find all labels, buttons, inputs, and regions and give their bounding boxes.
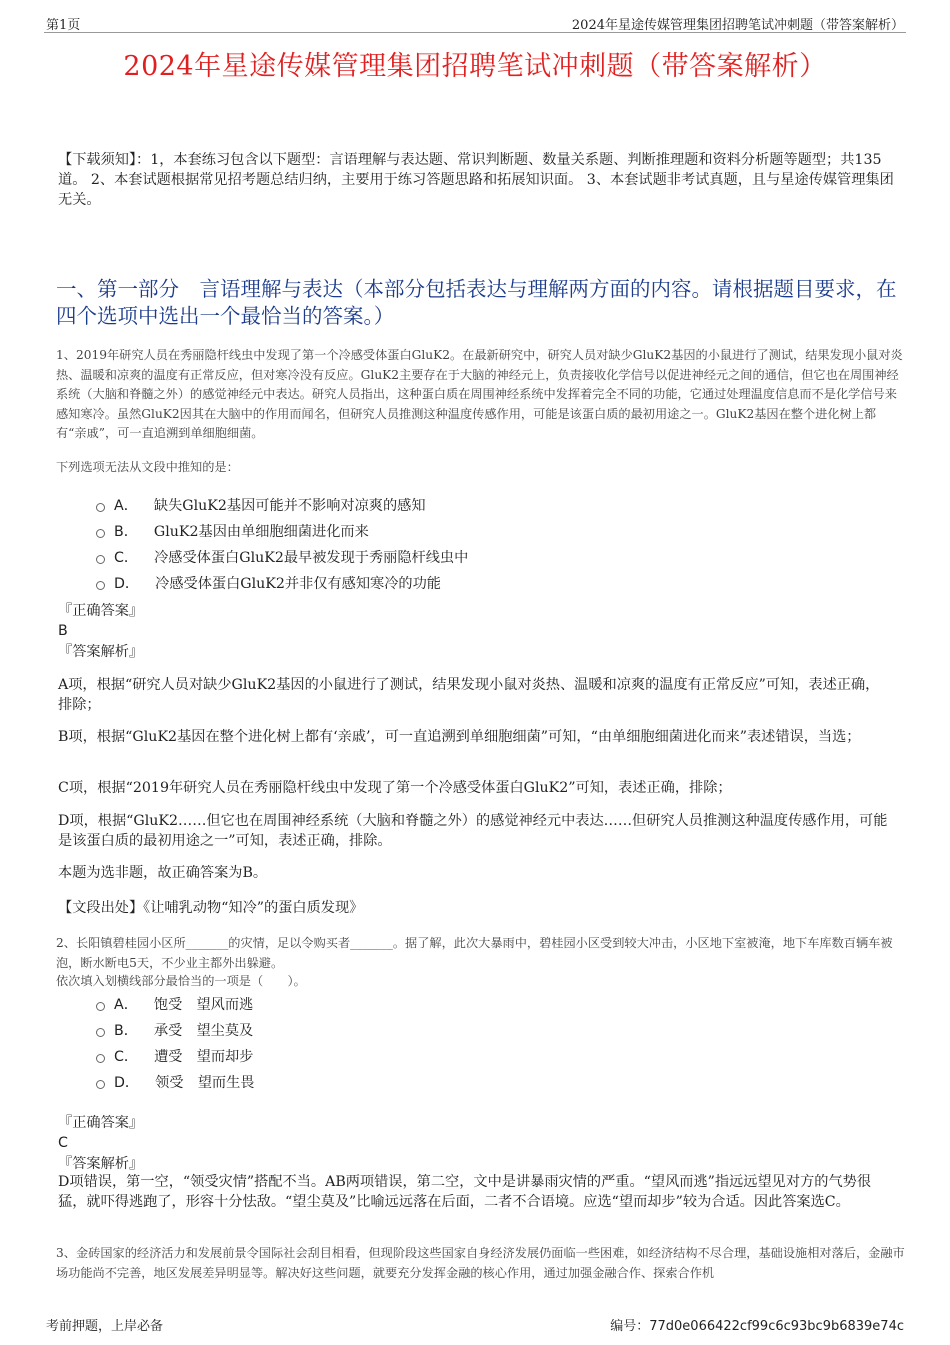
q1-analysis-c: C项，根据“2019年研究人员在秀丽隐杆线虫中发现了第一个冷感受体蛋白GluK2”可知，表述正确，排除；	[58, 780, 732, 796]
option-letter: C．	[114, 550, 139, 566]
download-notice: 【下载须知】：1，本套练习包含以下题型：言语理解与表达题、常识判断题、数量关系题、判断推理题和资料分析题等题型；共135道。 2、本套试题根据常见招考题总结归纳，主要用于练习答题思路和拓展知识面。 3、本套试题非考试真题，且与星途传媒管理集团无关。	[58, 152, 894, 208]
radio-icon[interactable]	[96, 581, 105, 590]
q2-analysis: D项错误，第一空，“领受灾情”搭配不当。AB两项错误，第二空，文中是讲暴雨灾情的严重。“望风而逃”指远远望见对方的气势很猛，就吓得逃跑了，形容十分怯敌。“望尘莫及”比喻远远落在后面，二者不合语境。应选“望而却步”较为合适。因此答案选C。	[58, 1174, 872, 1210]
section-heading: 一、第一部分 言语理解与表达（本部分包括表达与理解两方面的内容。请根据题目要求，在四个选项中选出一个最恰当的答案。）	[56, 277, 897, 328]
radio-icon[interactable]	[96, 1002, 105, 1011]
q2-prompt: 依次填入划横线部分最恰当的一项是（ ）。	[56, 974, 306, 988]
q1-answer: B	[58, 623, 68, 639]
option-text: 饱受 望风而逃	[153, 997, 254, 1013]
q3-passage: 3、金砖国家的经济活力和发展前景令国际社会刮目相看，但现阶段这些国家自身经济发展仍面临一些困难，如经济结构不尽合理，基础设施相对落后，金融市场功能尚不完善，地区发展差异明显等。解决好这些问题，就要充分发挥金融的核心作用，通过加强金融合作、探索合作机	[56, 1246, 905, 1280]
option-letter: D．	[114, 576, 140, 592]
q1-analysis-b: B项，根据“GluK2基因在整个进化树上都有‘亲戚’，可一直追溯到单细胞细菌”可知，“由单细胞细菌进化而来”表述错误，当选；	[58, 729, 861, 745]
q2-options	[96, 991, 254, 1095]
q1-options	[96, 492, 468, 596]
option-text: 领受 望而生畏	[155, 1075, 255, 1091]
running-title: 2024年星途传媒管理集团招聘笔试冲刺题（带答案解析）	[571, 18, 904, 33]
footer-code-label: 编号：	[610, 1319, 650, 1334]
option-text: 承受 望尘莫及	[153, 1023, 254, 1039]
option-text: 缺失GluK2基因可能并不影响对凉爽的感知	[153, 498, 426, 514]
q1-answer-label: 『正确答案』	[58, 603, 144, 619]
q1-conclusion: 本题为选非题，故正确答案为B。	[58, 865, 268, 881]
radio-icon[interactable]	[96, 529, 105, 538]
q1-option-c[interactable]	[96, 544, 468, 570]
option-text: 冷感受体蛋白GluK2最早被发现于秀丽隐杆线虫中	[154, 550, 469, 566]
option-letter: D．	[114, 1075, 140, 1091]
radio-icon[interactable]	[96, 1028, 105, 1037]
footer-slogan: 考前押题，上岸必备	[46, 1319, 164, 1334]
option-text: 遭受 望而却步	[154, 1049, 254, 1065]
q2-answer-label: 『正确答案』	[58, 1115, 144, 1131]
option-letter: A．	[114, 997, 138, 1013]
q1-source: 【文段出处】《让哺乳动物“知冷”的蛋白质发现》	[58, 900, 364, 916]
document-title: 2024年星途传媒管理集团招聘笔试冲刺题（带答案解析）	[123, 51, 827, 82]
option-letter: A．	[114, 498, 138, 514]
page-number: 第1页	[46, 18, 81, 33]
q2-option-a[interactable]	[96, 991, 254, 1017]
radio-icon[interactable]	[96, 555, 105, 564]
q1-analysis-a: A项，根据“研究人员对缺少GluK2基因的小鼠进行了测试，结果发现小鼠对炎热、温暖和凉爽的温度有正常反应”可知，表述正确，排除；	[58, 677, 880, 713]
option-text: GluK2基因由单细胞细菌进化而来	[153, 524, 369, 540]
radio-icon[interactable]	[96, 1054, 105, 1063]
q1-analysis-d: D项，根据“GluK2……但它也在周围神经系统（大脑和脊髓之外）的感觉神经元中表达……但研究人员推测这种温度传感作用，可能是该蛋白质的最初用途之一”可知，表述正确，排除。	[58, 813, 888, 849]
q2-option-c[interactable]	[96, 1043, 254, 1069]
q2-option-b[interactable]	[96, 1017, 254, 1043]
q1-passage: 1、2019年研究人员在秀丽隐杆线虫中发现了第一个冷感受体蛋白GluK2。在最新研究中，研究人员对缺少GluK2基因的小鼠进行了测试，结果发现小鼠对炎热、温暖和凉爽的温度有正常反应，但对寒冷没有反应。GluK2主要存在于大脑的神经元上，负责接收化学信号以促进神经元之间的通信，但它也在周围神经系统（大脑和脊髓之外）的感觉神经元中表达。研究人员指出，这种蛋白质在周围神经系统中发挥着完全不同的功能，它通过处理温度信息而不是化学信号来感知寒冷。虽然GluK2因其在大脑中的作用而闻名，但研究人员推测这种温度传感作用，可能是该蛋白质的最初用途之一。GluK2基因在整个进化树上都有“亲戚”，可一直追溯到单细胞细菌。	[56, 348, 903, 440]
q2-answer: C	[58, 1135, 68, 1151]
q1-analysis-label: 『答案解析』	[58, 644, 144, 660]
option-text: 冷感受体蛋白GluK2并非仅有感知寒冷的功能	[155, 576, 441, 592]
q1-prompt: 下列选项无法从文段中推知的是：	[56, 460, 239, 474]
q1-option-a[interactable]	[96, 492, 468, 518]
option-letter: C．	[114, 1049, 139, 1065]
q1-option-b[interactable]	[96, 518, 468, 544]
q2-analysis-label: 『答案解析』	[58, 1156, 144, 1172]
footer-code	[610, 1315, 904, 1334]
radio-icon[interactable]	[96, 503, 105, 512]
header-divider	[44, 32, 906, 33]
radio-icon[interactable]	[96, 1080, 105, 1089]
option-letter: B．	[114, 1023, 138, 1039]
q2-option-d[interactable]	[96, 1069, 254, 1095]
q1-option-d[interactable]	[96, 570, 468, 596]
footer-code-value: 77d0e066422cf99c6c93bc9b6839e74c	[649, 1319, 904, 1334]
q2-passage: 2、长阳镇碧桂园小区所_______的灾情，足以令购买者_______。据了解，此次大暴雨中，碧桂园小区受到较大冲击，小区地下室被淹，地下车库数百辆车被泡，断水断电5天，不少业主都外出躲避。	[56, 936, 893, 970]
option-letter: B．	[114, 524, 138, 540]
